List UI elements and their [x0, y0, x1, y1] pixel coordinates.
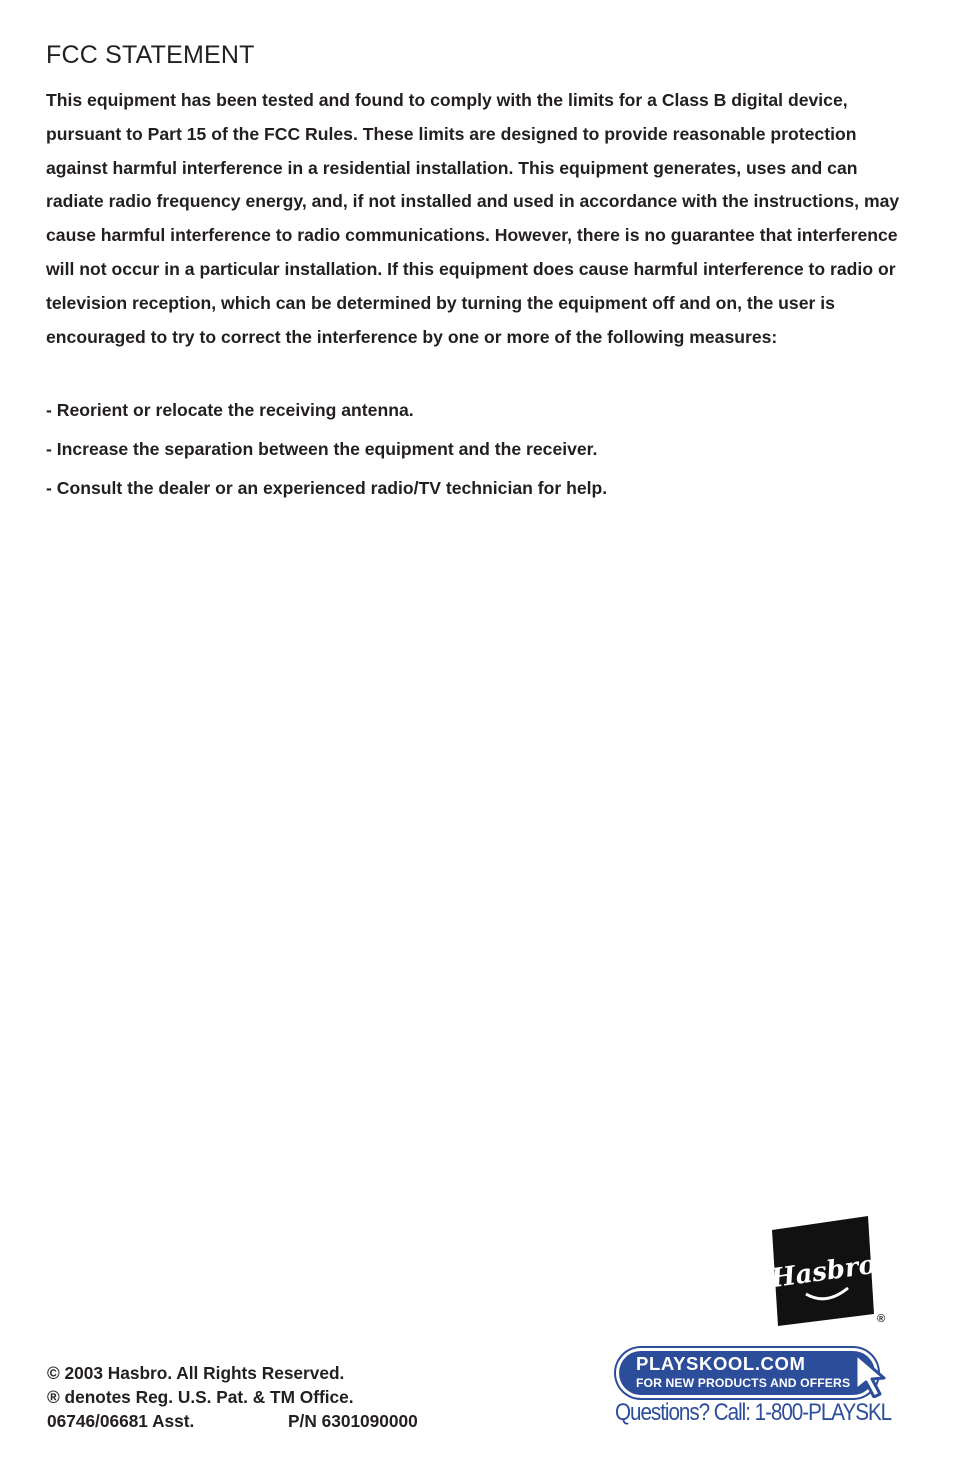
hasbro-logo	[768, 1216, 880, 1328]
legal-footer	[47, 1361, 418, 1433]
questions-phone: Questions? Call: 1-800-PLAYSKL	[615, 1399, 892, 1426]
badge-tagline: FOR NEW PRODUCTS AND OFFERS	[636, 1376, 851, 1390]
playskool-badge[interactable]	[616, 1348, 892, 1400]
assortment-row	[47, 1409, 418, 1433]
page-title: FCC STATEMENT	[46, 41, 255, 69]
hasbro-logo-wordmark: Hasbro	[769, 1249, 878, 1295]
list-item: - Consult the dealer or an experienced radio/TV technician for help.	[46, 478, 608, 498]
playskool-site-link[interactable]: PLAYSKOOL.COM	[636, 1353, 806, 1374]
measures-list	[46, 394, 607, 511]
fcc-paragraph: This equipment has been tested and found to comply with the limits for a Class B digital device, pursuant to Part 15 of the FCC Rules. These limits are designed to provide reasonable protection against harmful interference in a residential installation. This equipment generates, uses and can radiate radio frequency energy, and, if not installed and used in accordance with the instructions, may cause harmful interference to radio communications. However, there is no guarantee that interference will not occur in a particular installation. If this equipment does cause harmful interference to radio or television reception, which can be determined by turning the equipment off and on, the user is encouraged to try to correct the interference by one or more of the following measures:	[46, 90, 900, 347]
copyright-line: © 2003 Hasbro. All Rights Reserved.	[47, 1363, 345, 1383]
registered-mark: ®	[877, 1313, 886, 1325]
list-item: - Increase the separation between the equipment and the receiver.	[46, 439, 598, 459]
part-number: P/N 6301090000	[288, 1411, 418, 1431]
assortment-number: 06746/06681 Asst.	[47, 1411, 195, 1431]
list-item: - Reorient or relocate the receiving antenna.	[46, 400, 414, 420]
trademark-line: ® denotes Reg. U.S. Pat. & TM Office.	[47, 1387, 354, 1407]
cursor-arrow-icon	[850, 1352, 890, 1398]
